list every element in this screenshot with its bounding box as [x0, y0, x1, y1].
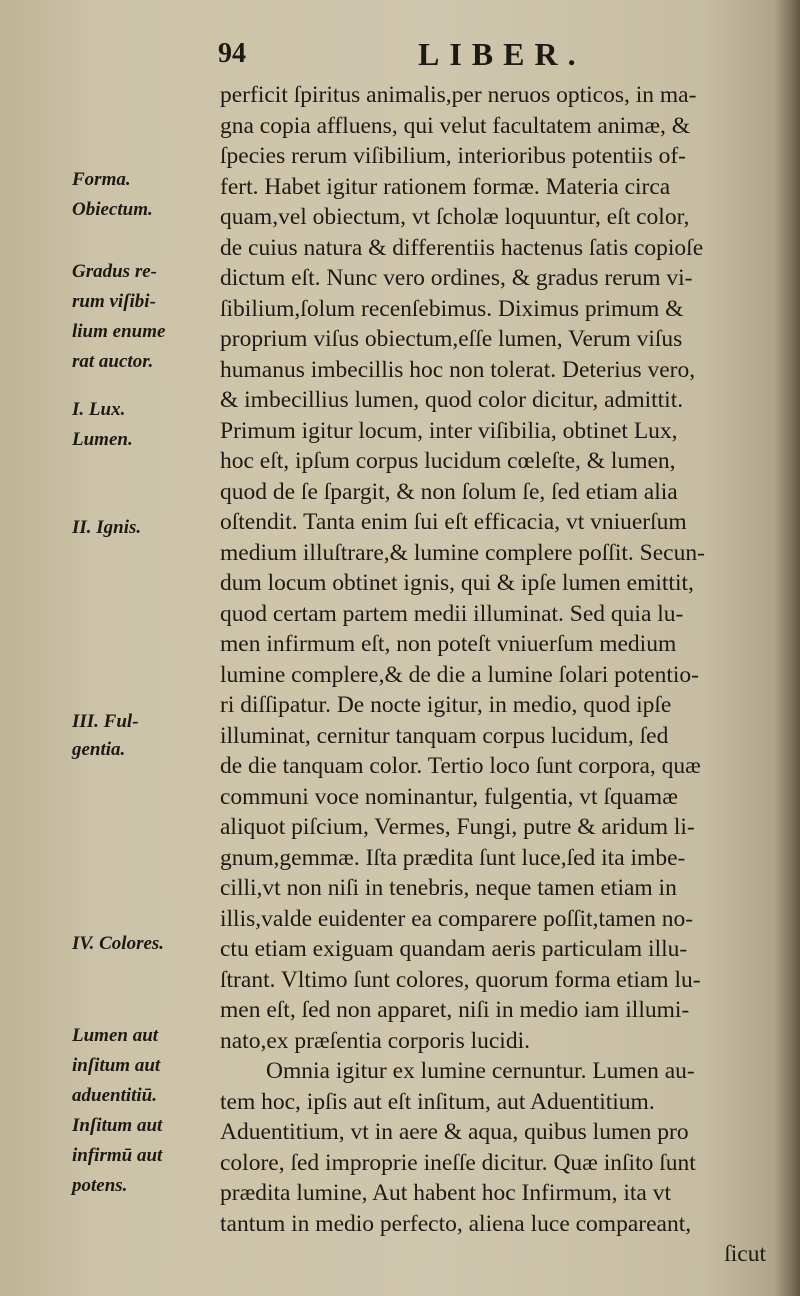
margin-note: Lumen aut	[72, 1025, 159, 1046]
text-line: hoc eſt, ipſum corpus lucidum cœleſte, & lumen,	[220, 448, 676, 474]
text-line: colore, ſed improprie ineſſe dicitur. Quæ inſito ſunt	[220, 1149, 696, 1176]
text-line: prædita lumine, Aut habent hoc Infirmum, ita vt	[220, 1180, 671, 1206]
page-number: 94	[218, 38, 246, 69]
margin-note: Gradus re-	[72, 261, 157, 282]
text-line: Omnia igitur ex lumine cernuntur. Lumen au-	[266, 1058, 695, 1084]
margin-note: lium enume	[72, 321, 166, 342]
margin-note: rum viſibi-	[72, 291, 156, 312]
text-line: proprium viſus obiectum,eſſe lumen, Verum viſus	[220, 326, 683, 352]
text-line: Primum igitur locum, inter viſibilia, obtinet Lux,	[220, 417, 678, 444]
text-line: quod de ſe ſpargit, & non ſolum ſe, ſed etiam alia	[220, 478, 678, 505]
margin-note: IV. Colores.	[72, 933, 165, 954]
text-line: aliquot piſcium, Vermes, Fungi, putre & aridum li-	[220, 814, 695, 840]
main-text	[220, 80, 780, 1270]
text-line: men eſt, ſed non apparet, niſi in medio iam illumi-	[220, 997, 690, 1023]
text-line: cilli,vt non niſi in tenebris, neque tamen etiam in	[220, 875, 677, 901]
catchword: ſicut	[724, 1241, 766, 1267]
text-line: medium illuſtrare,& lumine complere poſſit. Secun-	[220, 539, 705, 566]
text-line: & imbecillius lumen, quod color dicitur, admittit.	[220, 387, 684, 413]
margin-note: aduentitiū.	[72, 1085, 157, 1106]
text-line: humanus imbecillis hoc non tolerat. Deterius vero,	[220, 356, 696, 383]
text-line: lumine complere,& de die a lumine ſolari potentio-	[220, 661, 699, 688]
text-line: de cuius natura & differentiis hactenus ſatis copioſe	[220, 234, 704, 261]
margin-note: I. Lux.	[72, 399, 126, 420]
text-line: gnum,gemmæ. Iſta prædita ſunt luce,ſed ita imbe-	[220, 844, 686, 871]
margin-note: Obiectum.	[72, 199, 153, 220]
margin-note: infirmū aut	[72, 1145, 163, 1166]
margin-note: rat auctor.	[72, 351, 154, 372]
margin-note: potens.	[72, 1175, 128, 1196]
running-title: LIBER.	[418, 36, 586, 72]
page-header	[218, 36, 778, 76]
text-line: quod certam partem medii illuminat. Sed quia lu-	[220, 600, 684, 627]
text-line: ſpecies rerum viſibilium, interioribus potentiis of-	[220, 143, 686, 169]
text-line: quam,vel obiectum, vt ſcholæ loquuntur, eſt color,	[220, 204, 690, 230]
text-line: dum locum obtinet ignis, qui & ipſe lumen emittit,	[220, 570, 694, 596]
text-line: tantum in medio perfecto, aliena luce compareant,	[220, 1210, 692, 1237]
margin-note: inſitum aut	[72, 1055, 161, 1076]
text-line: tem hoc, ipſis aut eſt inſitum, aut Aduentitium.	[220, 1088, 655, 1115]
text-line: fert. Habet igitur rationem formæ. Materia circa	[220, 173, 671, 200]
text-line: communi voce nominantur, fulgentia, vt ſquamæ	[220, 783, 678, 810]
text-line: oſtendit. Tanta enim ſui eſt efficacia, vt vniuerſum	[220, 509, 687, 535]
text-line: men infirmum eſt, non poteſt vniuerſum medium	[220, 631, 677, 657]
text-line: ctu etiam exiguam quandam aeris particulam illu-	[220, 936, 688, 962]
text-line: Aduentitium, vt in aere & aqua, quibus lumen pro	[220, 1119, 689, 1145]
text-line: de die tanquam color. Tertio loco ſunt corpora, quæ	[220, 753, 701, 779]
text-line: ri diſſipatur. De nocte igitur, in medio, quod ipſe	[220, 692, 672, 718]
margin-note: II. Ignis.	[72, 517, 142, 538]
text-line: ſibilium,ſolum recenſebimus. Diximus primum &	[220, 295, 684, 322]
text-line: nato,ex præſentia corporis lucidi.	[220, 1027, 530, 1054]
text-line: perficit ſpiritus animalis,per neruos opticos, in ma-	[220, 82, 697, 108]
text-line: gna copia affluens, qui velut facultatem animæ, &	[220, 112, 691, 139]
margin-note: Forma.	[72, 169, 131, 190]
margin-note: gentia.	[72, 739, 126, 760]
margin-note: III. Ful-	[72, 711, 139, 732]
text-line: illuminat, cernitur tanquam corpus lucidum, ſed	[220, 722, 669, 749]
margin-note: Lumen.	[72, 429, 133, 450]
text-line: ſtrant. Vltimo ſunt colores, quorum forma etiam lu-	[220, 966, 701, 993]
text-line: illis,valde euidenter ea comparere poſſit,tamen no-	[220, 905, 694, 932]
text-line: dictum eſt. Nunc vero ordines, & gradus rerum vi-	[220, 265, 693, 291]
margin-note: Inſitum aut	[72, 1115, 163, 1136]
